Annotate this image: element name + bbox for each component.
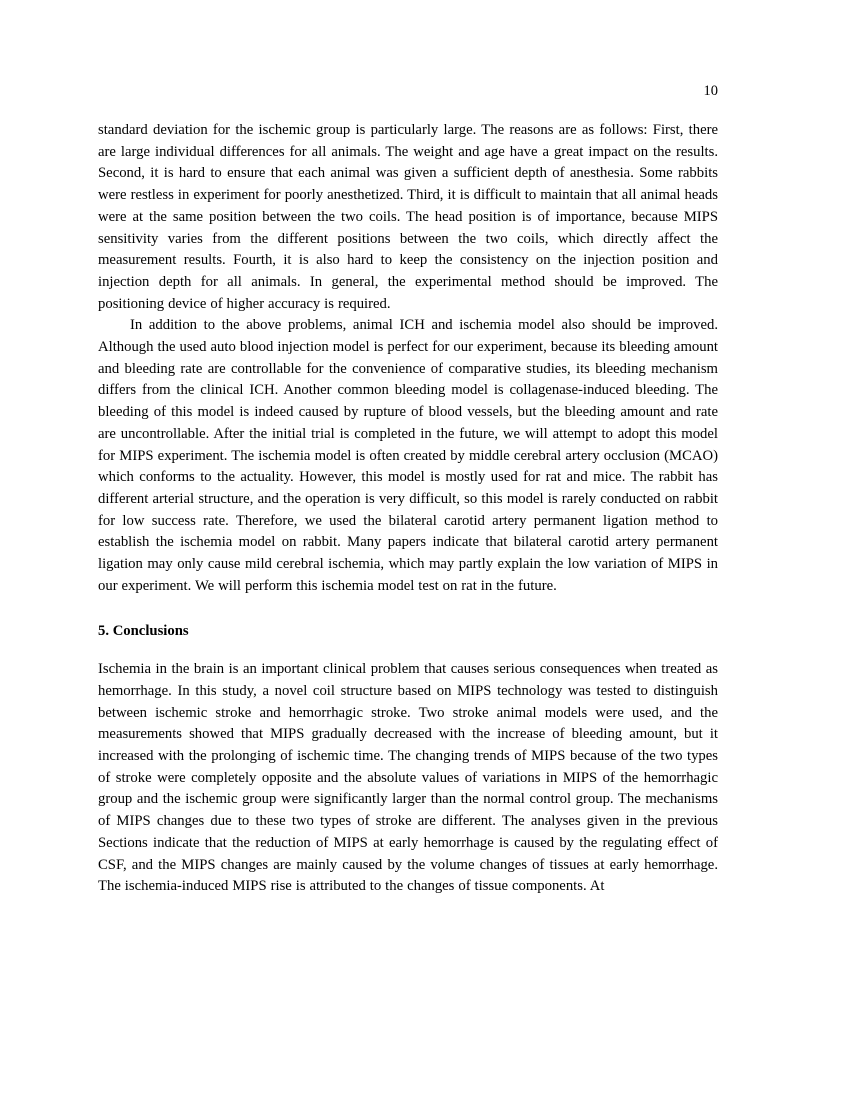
heading-spacer: [98, 643, 718, 659]
paragraph-model-improvement: In addition to the above problems, animal ICH and ischemia model also should be improved. Although the used auto blood injection model is perfect for our experiment, because its bleeding amount and bleeding rate are controllable for the convenience of comparative studies, its bleeding mechanism differs from the clinical ICH. Another common bleeding model is collagenase-induced bleeding. The bleeding of this model is indeed caused by rupture of blood vessels, but the bleeding amount and rate are uncontrollable. After the initial trial is completed in the future, we will attempt to adopt this model for MIPS experiment. The ischemia model is often created by middle cerebral artery occlusion (MCAO) which conforms to the actuality. However, this model is mostly used for rat and mice. The rabbit has different arterial structure, and the operation is very difficult, so this model is rarely conducted on rabbit for low success rate. Therefore, we used the bilateral carotid artery permanent ligation method to establish the ischemia model on rabbit. Many papers indicate that bilateral carotid artery permanent ligation may only cause mild cerebral ischemia, which may partly explain the low variation of MIPS in our experiment. We will perform this ischemia model test on rat in the future.: [98, 317, 718, 594]
page-body: [98, 120, 718, 898]
page-number: 10: [703, 83, 718, 99]
paragraph-continuation: standard deviation for the ischemic group is particularly large. The reasons are as follows: First, there are large individual differences for all animals. The weight and age have a great impact on the results. Second, it is hard to ensure that each animal was given a sufficient depth of anesthesia. Some rabbits were restless in experiment for poorly anesthetized. Third, it is difficult to maintain that all animal heads were at the same position between the two coils. The head position is of importance, because MIPS sensitivity varies from the different positions between the two coils, which directly affect the measurement results. Fourth, it is also hard to keep the consistency on the injection position and injection depth for all animals. In general, the experimental method should be improved. The positioning device of higher accuracy is required.: [98, 122, 718, 312]
paragraph-conclusions: Ischemia in the brain is an important clinical problem that causes serious consequences when treated as hemorrhage. In this study, a novel coil structure based on MIPS technology was tested to distinguish between ischemic stroke and hemorrhagic stroke. Two stroke animal models were used, and the measurements showed that MIPS gradually decreased with the increase of bleeding amount, but it increased with the prolonging of ischemic time. The changing trends of MIPS because of the two types of stroke were completely opposite and the absolute values of variations in MIPS of the hemorrhagic group and the ischemic group were significantly larger than the normal control group. The mechanisms of MIPS changes due to these two types of stroke are different. The analyses given in the previous Sections indicate that the reduction of MIPS at early hemorrhage is caused by the regulating effect of CSF, and the MIPS changes are mainly caused by the volume changes of tissues at early hemorrhage. The ischemia-induced MIPS rise is attributed to the changes of tissue components. At: [98, 661, 718, 895]
section-heading-conclusions: 5. Conclusions: [98, 623, 189, 640]
